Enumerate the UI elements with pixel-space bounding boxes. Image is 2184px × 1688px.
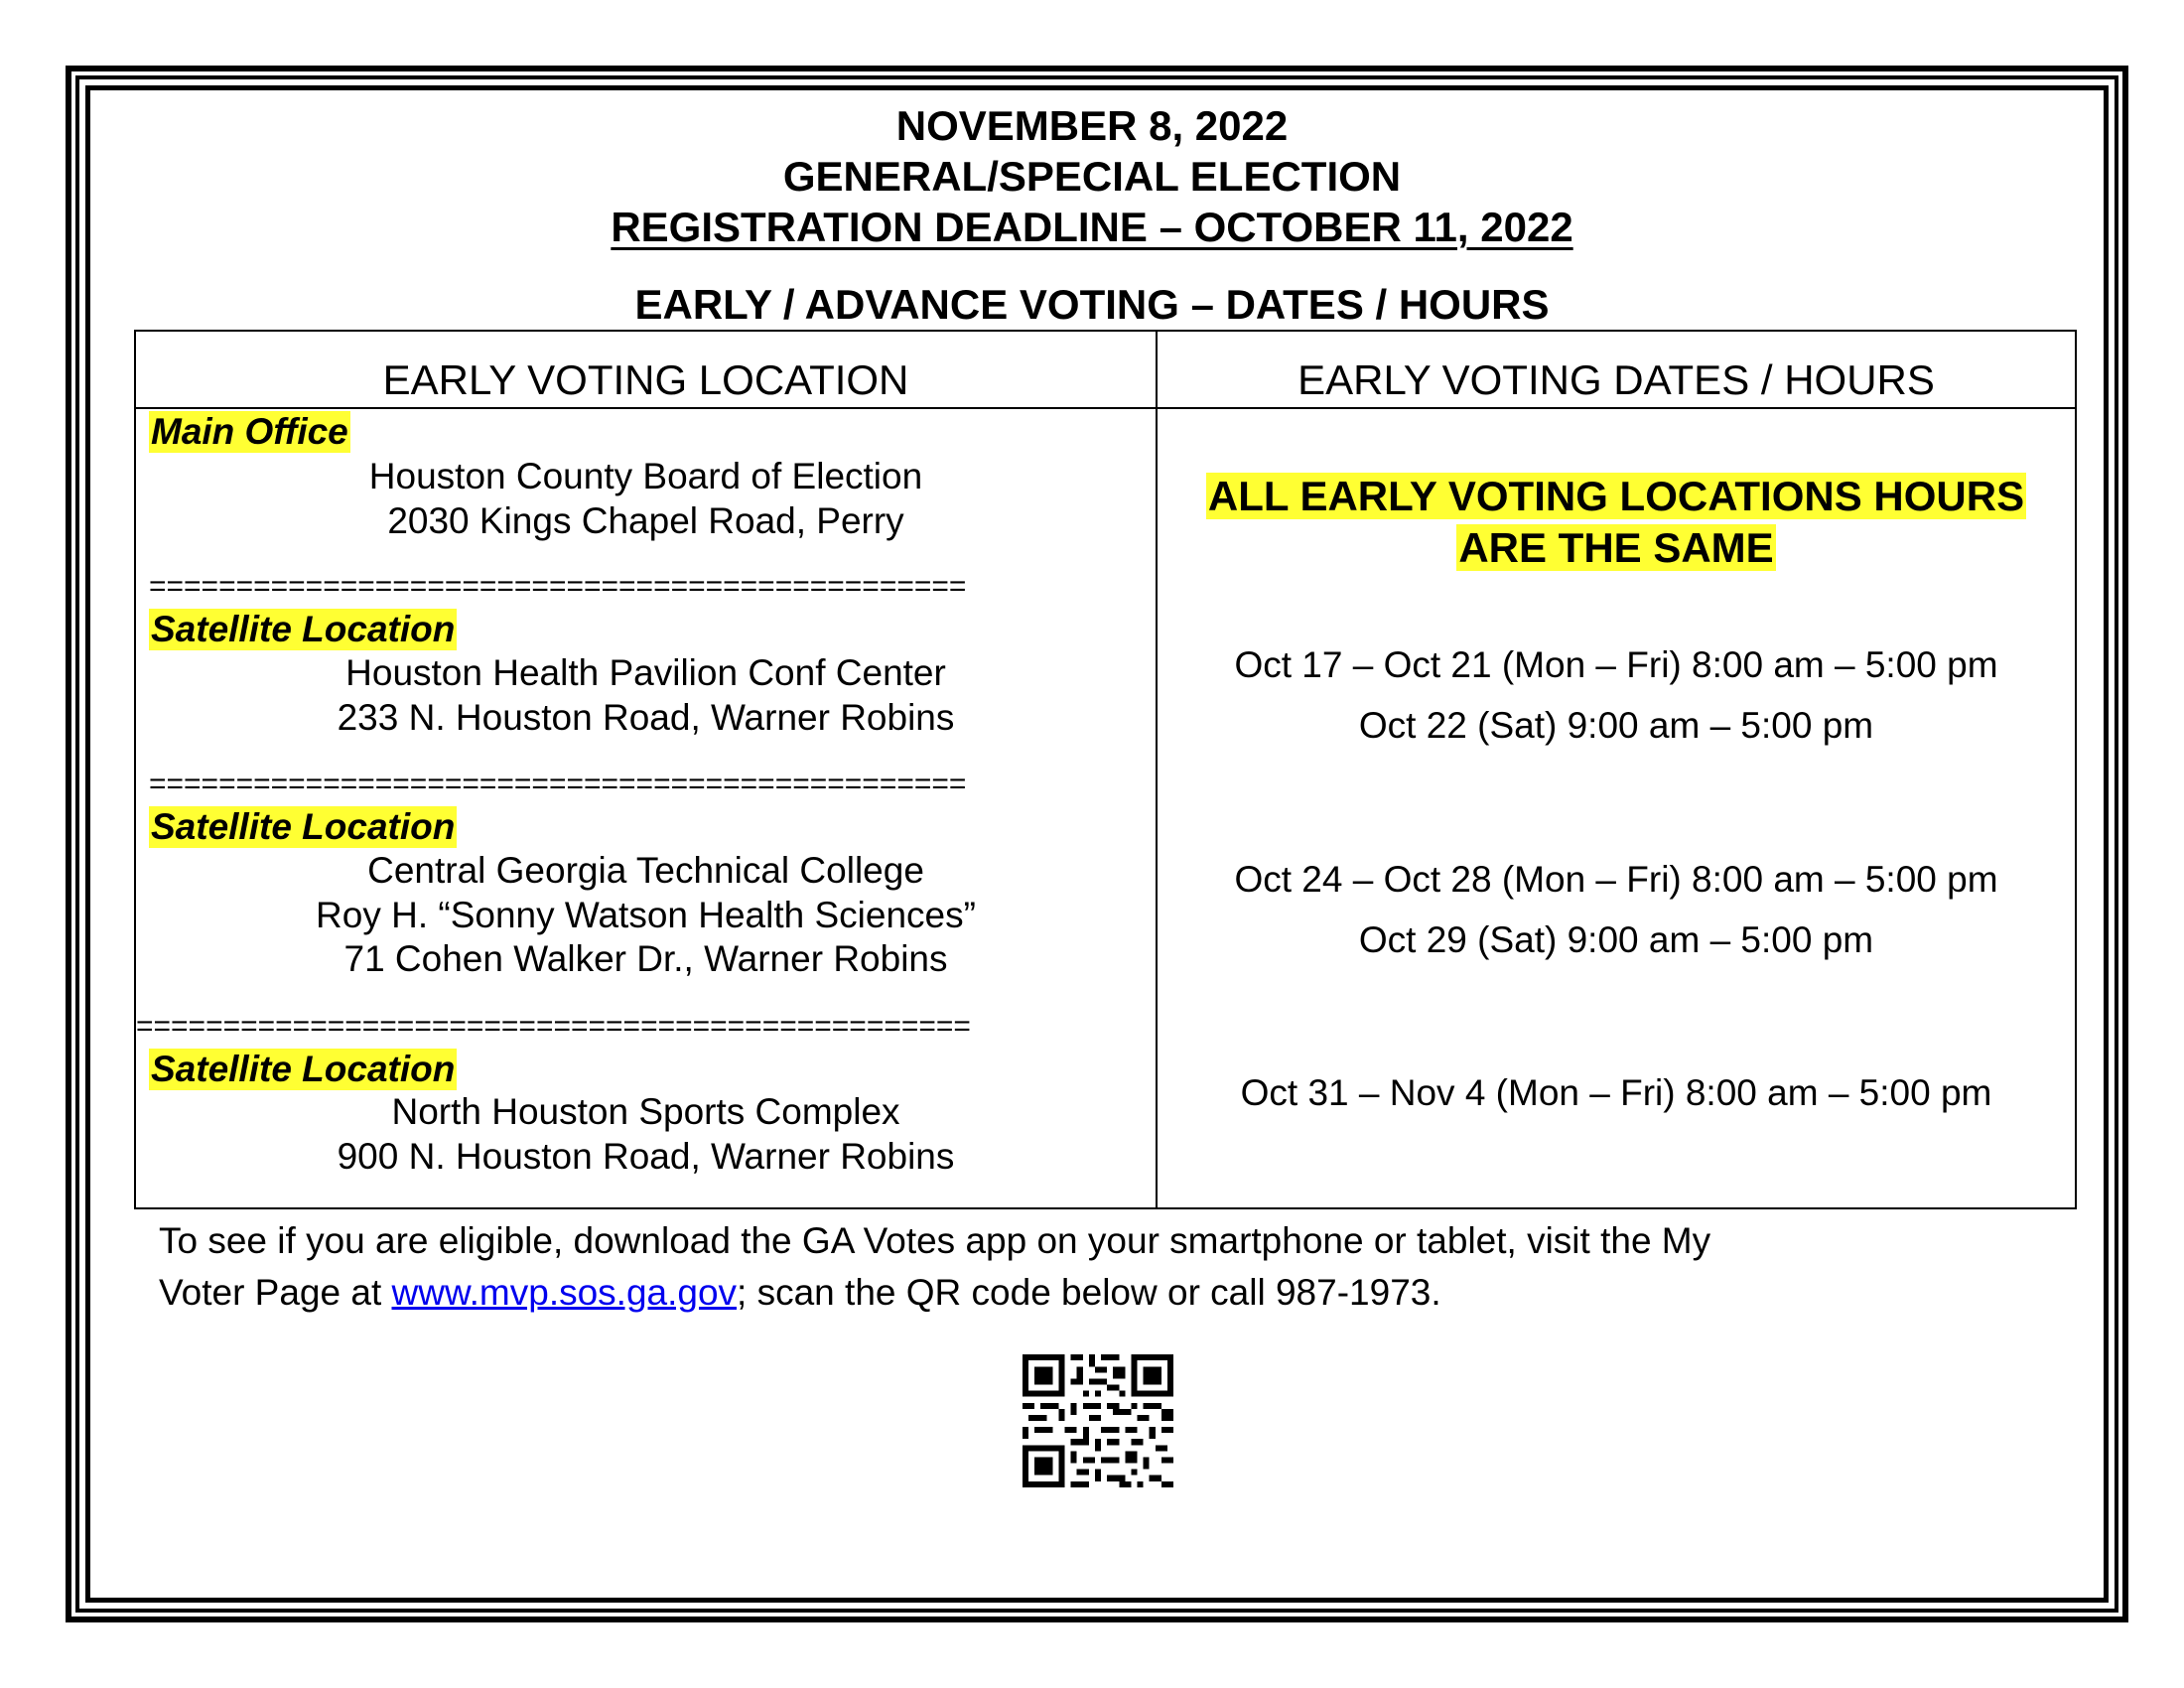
- location-2-name: Houston Health Pavilion Conf Center: [345, 652, 946, 693]
- location-separator: ================================================: [136, 1010, 971, 1043]
- location-3-building: Roy H. “Sonny Watson Health Sciences”: [316, 895, 976, 935]
- table-header-divider: [134, 407, 2077, 409]
- column-header-location: EARLY VOTING LOCATION: [382, 356, 909, 403]
- hours-week-2: Oct 24 – Oct 28 (Mon – Fri) 8:00 am – 5:00 pm: [1234, 859, 1998, 900]
- same-hours-notice-line2: ARE THE SAME: [1458, 524, 1774, 571]
- eligibility-info-line1: To see if you are eligible, download the GA Votes app on your smartphone or tablet, visit the My: [159, 1220, 1711, 1261]
- location-label-satellite-1: Satellite Location: [151, 609, 456, 649]
- registration-deadline: [0, 203, 2184, 252]
- hours-week-3: Oct 31 – Nov 4 (Mon – Fri) 8:00 am – 5:00 pm: [1240, 1072, 1992, 1113]
- hours-week-1: Oct 17 – Oct 21 (Mon – Fri) 8:00 am – 5:00 pm: [1234, 644, 1998, 685]
- qr-code-icon[interactable]: [1023, 1354, 1173, 1487]
- eligibility-info-suffix: ; scan the QR code below or call 987-1973.: [737, 1272, 1441, 1313]
- location-3-name: Central Georgia Technical College: [367, 850, 924, 891]
- hours-sat-2: Oct 29 (Sat) 9:00 am – 5:00 pm: [1358, 919, 1874, 960]
- location-1-address: 2030 Kings Chapel Road, Perry: [387, 500, 904, 541]
- location-4-name: North Houston Sports Complex: [391, 1091, 900, 1132]
- election-type: GENERAL/SPECIAL ELECTION: [782, 153, 1402, 200]
- location-label-main-office: Main Office: [151, 411, 348, 452]
- location-2-address: 233 N. Houston Road, Warner Robins: [337, 697, 955, 738]
- hours-sat-1: Oct 22 (Sat) 9:00 am – 5:00 pm: [1358, 705, 1874, 746]
- column-header-hours: EARLY VOTING DATES / HOURS: [1297, 356, 1935, 403]
- location-separator: ===============================================: [149, 768, 967, 800]
- same-hours-notice: [1158, 471, 2075, 574]
- location-4-address: 900 N. Houston Road, Warner Robins: [337, 1136, 955, 1177]
- election-date: NOVEMBER 8, 2022: [895, 102, 1289, 149]
- registration-deadline-text: REGISTRATION DEADLINE – OCTOBER 11, 2022: [611, 204, 1573, 250]
- eligibility-info-line2: [159, 1268, 1441, 1318]
- early-voting-title: EARLY / ADVANCE VOTING – DATES / HOURS: [634, 281, 1550, 328]
- eligibility-info-prefix: Voter Page at: [159, 1272, 392, 1313]
- location-separator: ===============================================: [149, 570, 967, 603]
- location-label-satellite-3: Satellite Location: [151, 1049, 456, 1089]
- location-3-address: 71 Cohen Walker Dr., Warner Robins: [343, 938, 948, 979]
- location-label-satellite-2: Satellite Location: [151, 806, 456, 847]
- my-voter-page-link[interactable]: www.mvp.sos.ga.gov: [391, 1272, 738, 1313]
- location-1-name: Houston County Board of Election: [368, 456, 923, 496]
- same-hours-notice-line1: ALL EARLY VOTING LOCATIONS HOURS: [1207, 473, 2025, 519]
